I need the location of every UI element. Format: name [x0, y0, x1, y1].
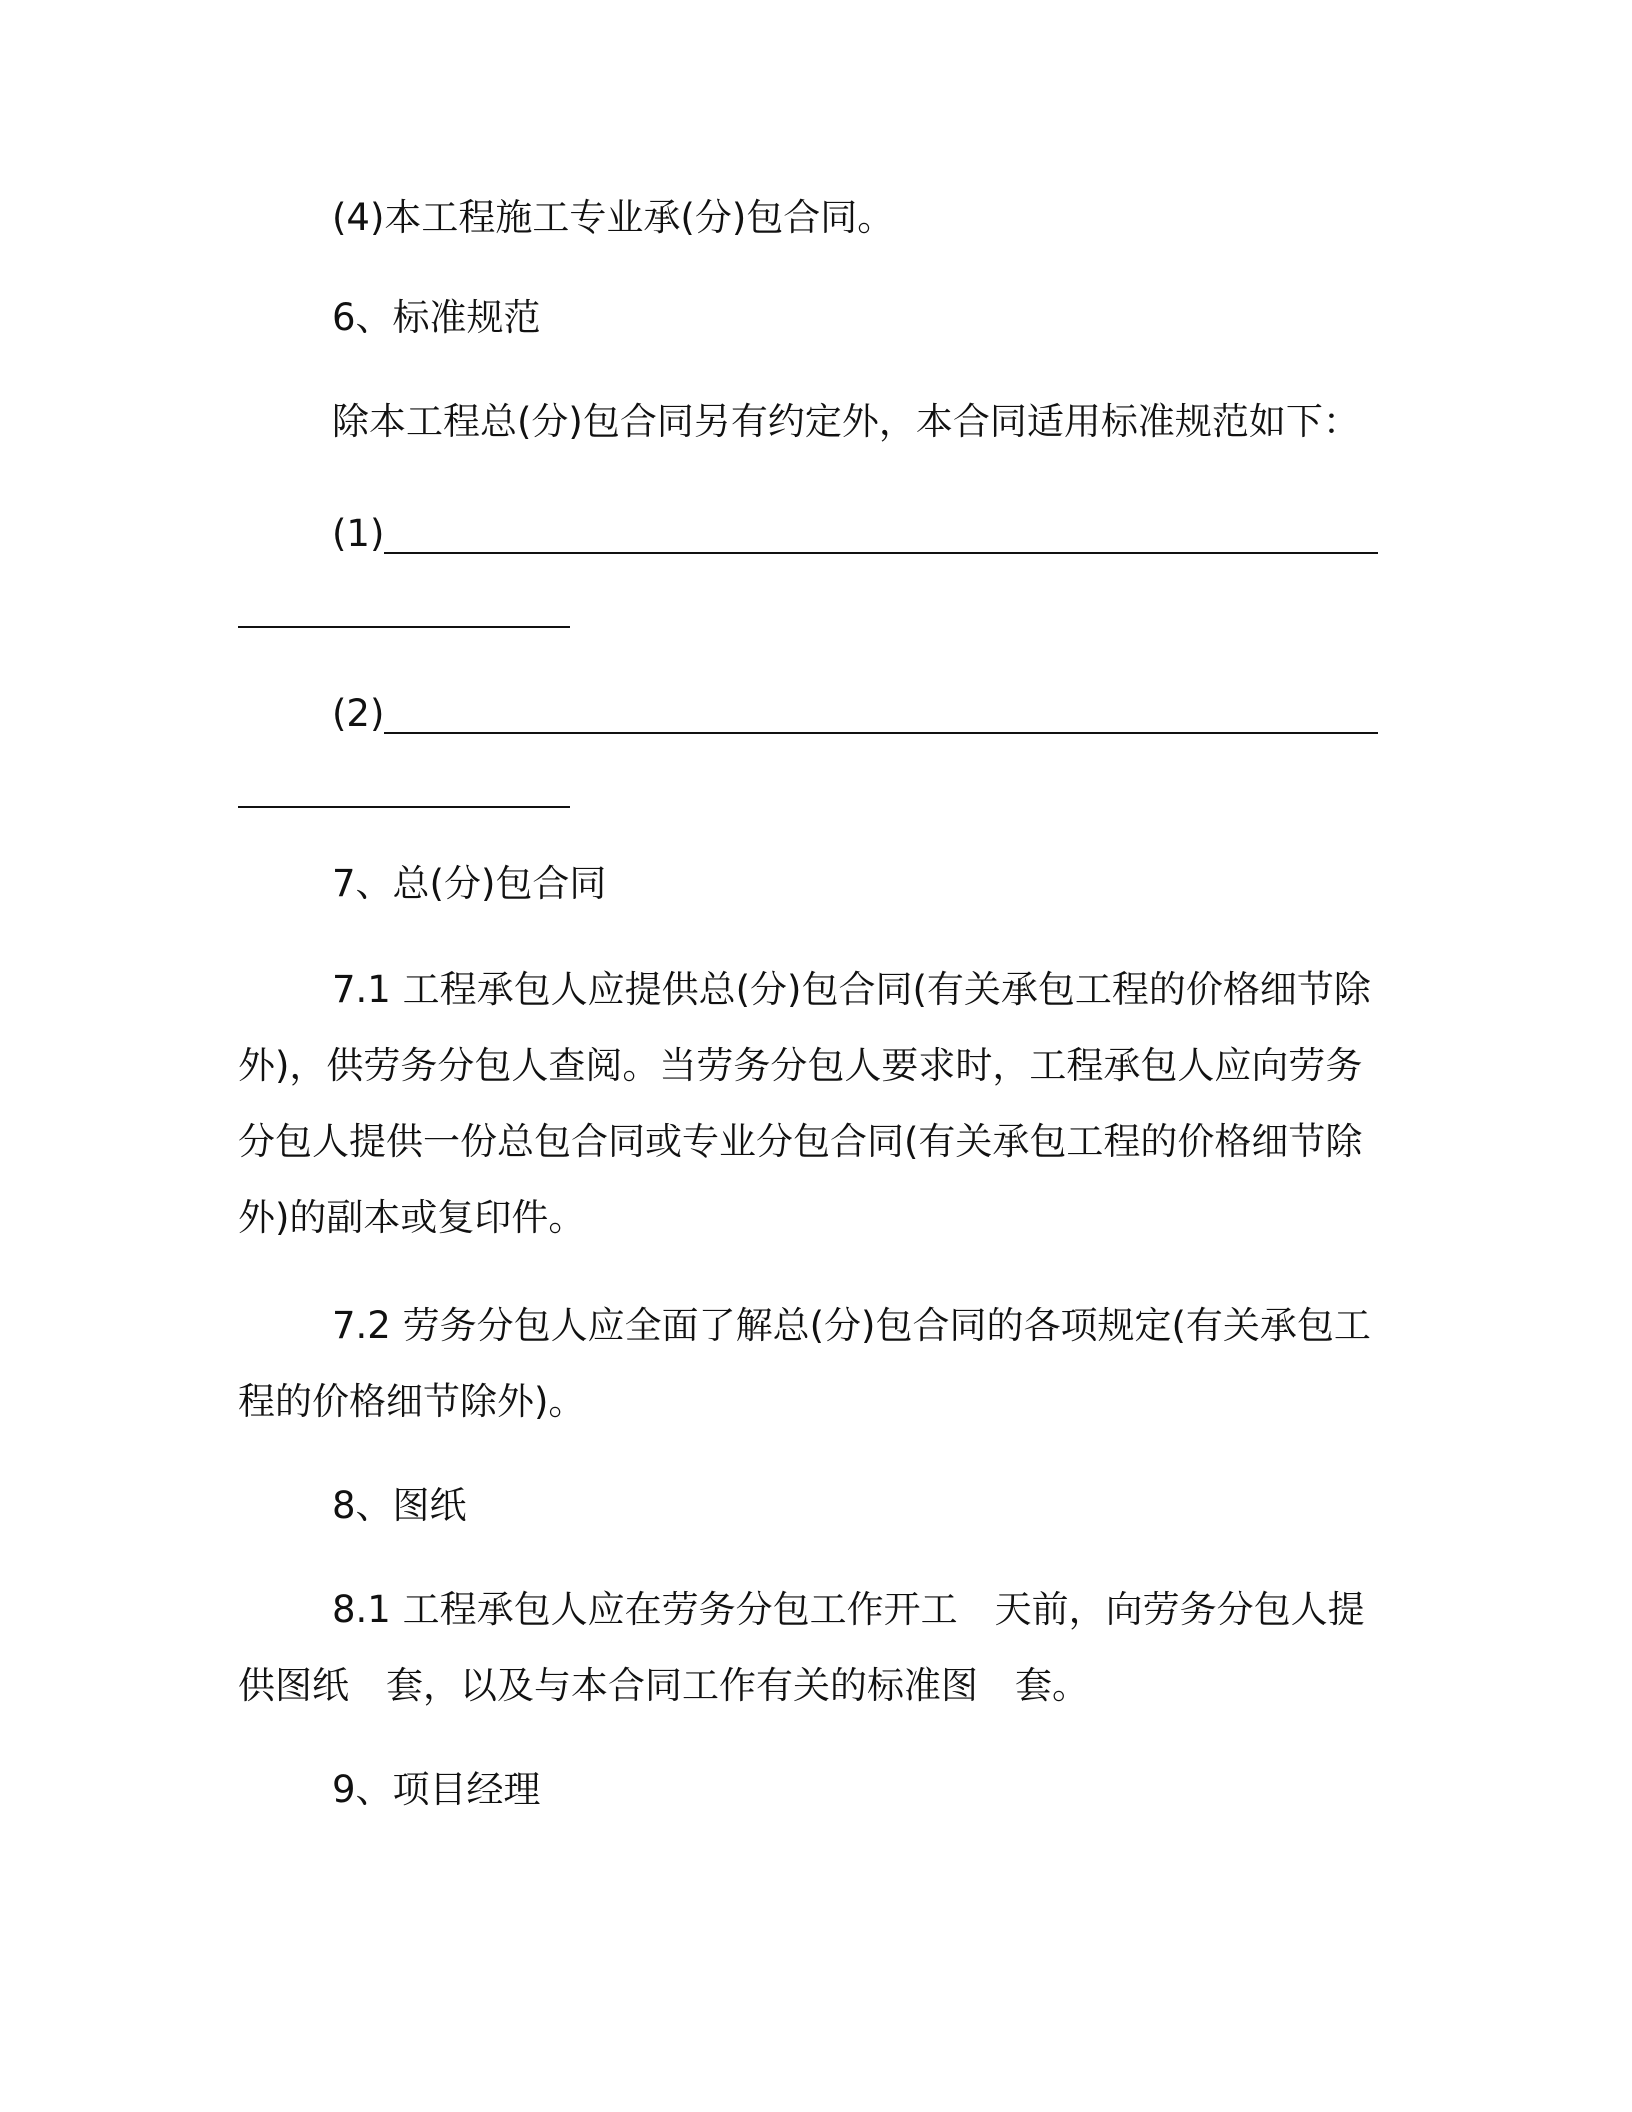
clause-6-intro: 除本工程总(分)包合同另有约定外，本合同适用标准规范如下： — [332, 400, 1360, 443]
heading-6-standards: 6、标准规范 — [332, 296, 541, 339]
standard-item-1-blank-line — [384, 552, 1378, 554]
clause-7-1-line-4: 外)的副本或复印件。 — [238, 1196, 586, 1239]
heading-8-drawings: 8、图纸 — [332, 1484, 467, 1527]
standard-item-2-blank-line — [384, 732, 1378, 734]
clause-7-1-line-2: 外)，供劳务分包人查阅。当劳务分包人要求时，工程承包人应向劳务 — [238, 1044, 1363, 1087]
clause-7-1-line-1: 7.1 工程承包人应提供总(分)包合同(有关承包工程的价格细节除 — [332, 968, 1371, 1011]
clause-8-1-line-2: 供图纸 套，以及与本合同工作有关的标准图 套。 — [238, 1664, 1089, 1707]
clause-8-1-line-1: 8.1 工程承包人应在劳务分包工作开工 天前，向劳务分包人提 — [332, 1588, 1365, 1631]
standard-item-1-blank-line-cont — [238, 626, 570, 628]
clause-7-1-line-3: 分包人提供一份总包合同或专业分包合同(有关承包工程的价格细节除 — [238, 1120, 1363, 1163]
standard-item-2-blank-line-cont — [238, 806, 570, 808]
clause-7-2-line-2: 程的价格细节除外)。 — [238, 1380, 586, 1423]
standard-item-1-label: (1) — [332, 512, 385, 555]
clause-7-2-line-1: 7.2 劳务分包人应全面了解总(分)包合同的各项规定(有关承包工 — [332, 1304, 1371, 1347]
heading-7-contract: 7、总(分)包合同 — [332, 862, 607, 905]
standard-item-2-label: (2) — [332, 692, 385, 735]
heading-9-project-manager: 9、项目经理 — [332, 1768, 541, 1811]
clause-5-4: (4)本工程施工专业承(分)包合同。 — [332, 196, 895, 239]
